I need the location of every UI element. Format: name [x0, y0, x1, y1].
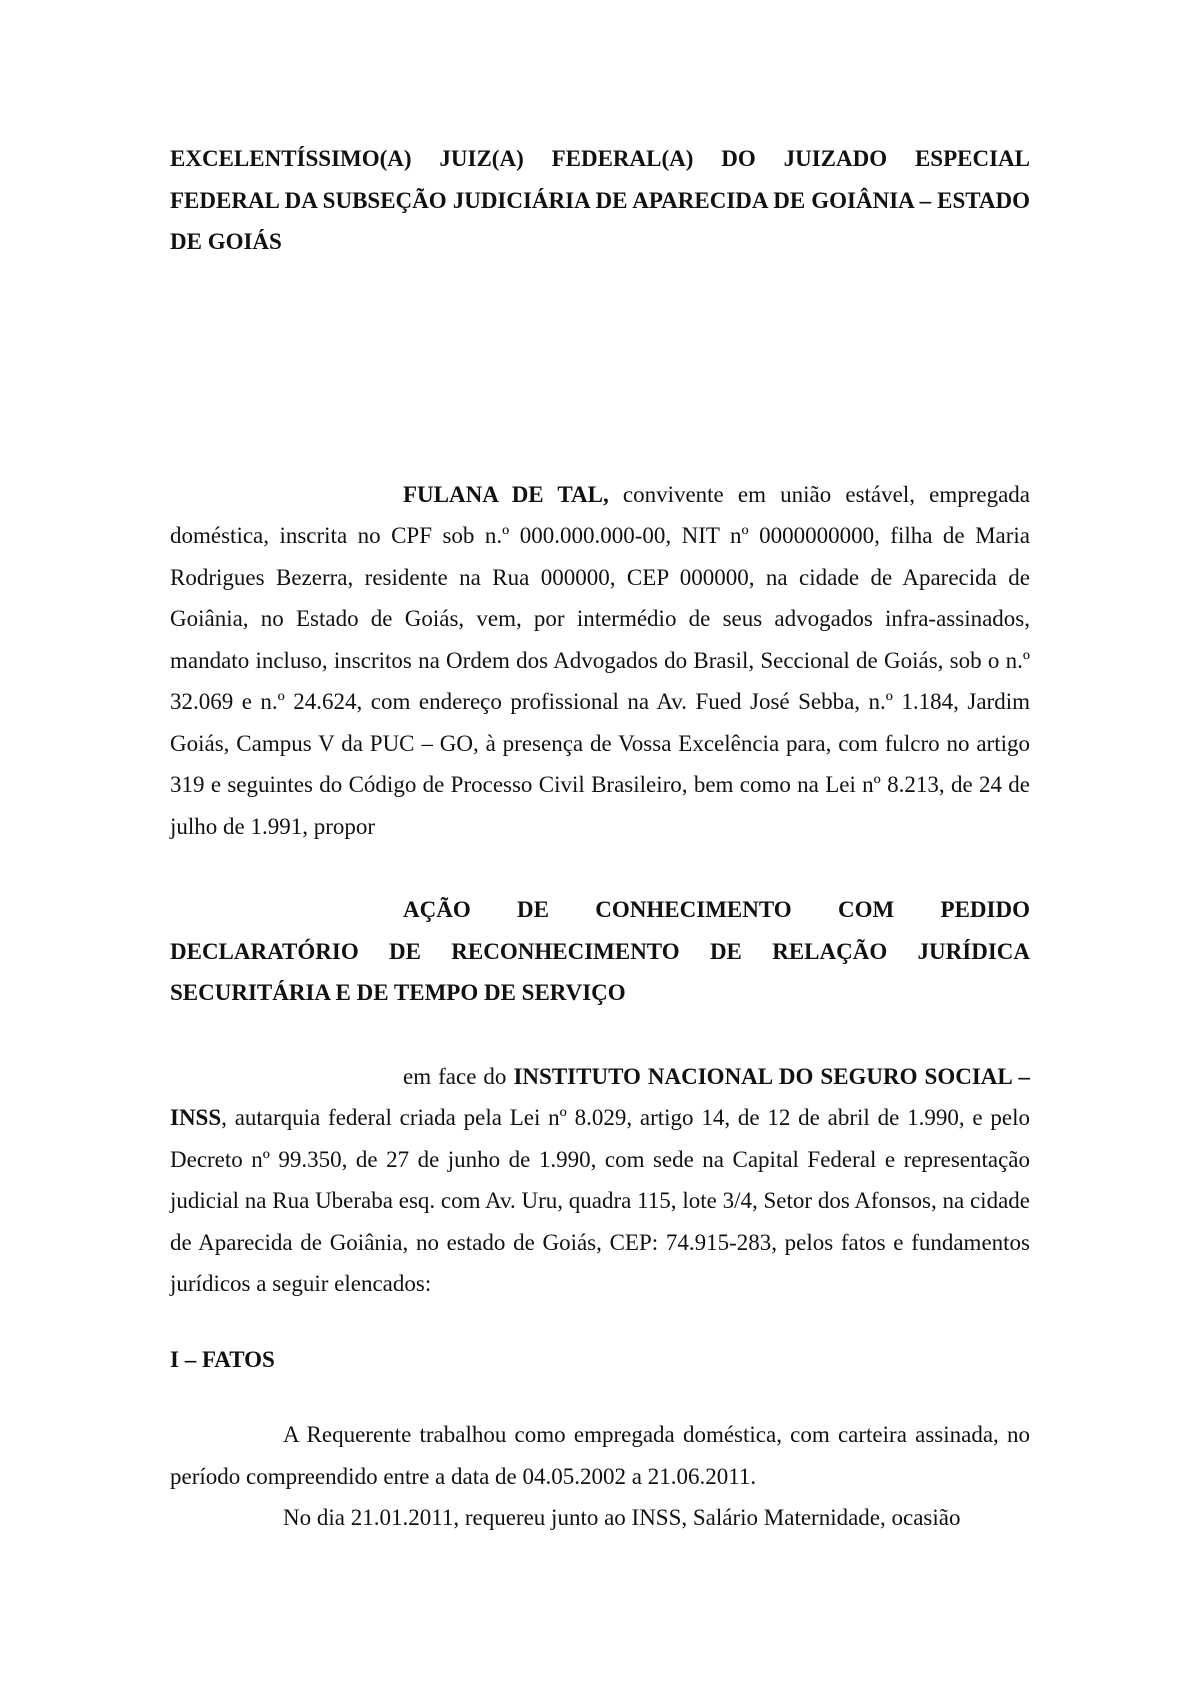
plaintiff-paragraph — [170, 474, 1030, 848]
spacer — [170, 847, 1030, 889]
spacer — [170, 1305, 1030, 1339]
action-title: AÇÃO DE CONHECIMENTO COM PEDIDO DECLARATÓRIO DE RECONHECIMENTO DE RELAÇÃO JURÍDICA SECURITÁRIA E DE TEMPO DE SERVIÇO — [170, 897, 1030, 1005]
spacer — [170, 1380, 1030, 1414]
defendant-prefix: em face do — [403, 1063, 507, 1089]
petition-body — [170, 138, 1030, 1539]
addressee-heading: EXCELENTÍSSIMO(A) JUIZ(A) FEDERAL(A) DO JUIZADO ESPECIAL FEDERAL DA SUBSEÇÃO JUDICIÁRIA DE APARECIDA DE GOIÂNIA – ESTADO DE GOIÁS — [170, 146, 1030, 254]
section-facts-title: I – FATOS — [170, 1346, 275, 1372]
defendant-qualification: , autarquia federal criada pela Lei nº 8.029, artigo 14, de 12 de abril de 1.990, e pelo Decreto nº 99.350, de 27 de junho de 1.990, com sede na Capital Federal e representação judicial na Rua Uberaba esq. com Av. Uru, quadra 115, lote 3/4, Setor dos Afonsos, na cidade de Aparecida de Goiânia, no estado de Goiás, CEP: 74.915-283, pelos fatos e fundamentos jurídicos a seguir elencados: — [170, 1105, 1030, 1296]
plaintiff-qualification: convivente em união estável, empregada doméstica, inscrita no CPF sob n.º 000.000.000-00, NIT nº 0000000000, filha de Maria Rodrigues Bezerra, residente na Rua 000000, CEP 000000, na cidade de Aparecida de Goiânia, no Estado de Goiás, vem, por intermédio de seus advogados infra-assinados, mandato incluso, inscritos na Ordem dos Advogados do Brasil, Seccional de Goiás, sob o n.º 32.069 e n.º 24.624, com endereço profissional na Av. Fued José Sebba, n.º 1.184, Jardim Goiás, Campus V da PUC – GO, à presença de Vossa Excelência para, com fulcro no artigo 319 e seguintes do Código de Processo Civil Brasileiro, bem como na Lei nº 8.213, de 24 de julho de 1.991, propor — [170, 481, 1031, 839]
plaintiff-name: FULANA DE TAL, — [403, 481, 609, 507]
defendant-name: INSTITUTO NACIONAL DO SEGURO SOCIAL – INSS — [170, 1063, 1031, 1130]
spacer — [170, 263, 1030, 474]
defendant-paragraph — [170, 1056, 1030, 1305]
facts-paragraph-1: A Requerente trabalhou como empregada doméstica, com carteira assinada, no período compreendido entre a data de 04.05.2002 a 21.06.2011. — [170, 1422, 1030, 1489]
facts-paragraph-2: No dia 21.01.2011, requereu junto ao INSS, Salário Maternidade, ocasião — [283, 1505, 961, 1530]
spacer — [170, 1014, 1030, 1056]
